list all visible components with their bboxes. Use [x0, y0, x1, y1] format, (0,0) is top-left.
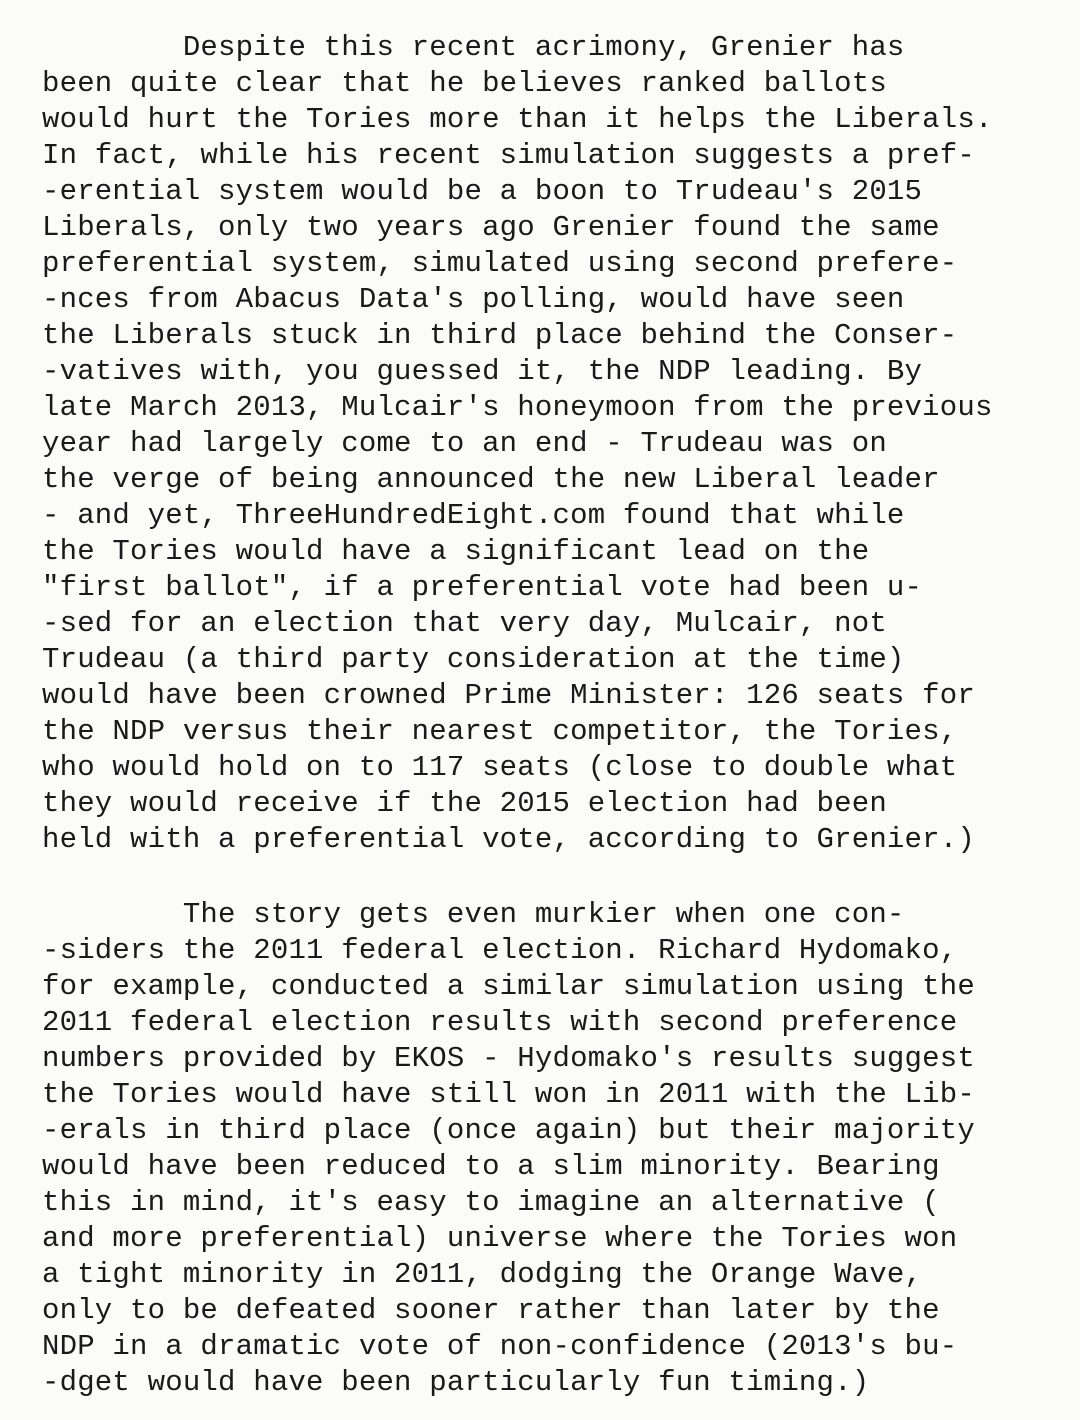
- text-line: -sed for an election that very day, Mulcair, not: [42, 607, 887, 640]
- text-line: - and yet, ThreeHundredEight.com found that while: [42, 499, 905, 532]
- text-line: would have been reduced to a slim minority. Bearing: [42, 1150, 940, 1183]
- text-line: the verge of being announced the new Liberal leader: [42, 463, 940, 496]
- text-line: the NDP versus their nearest competitor, the Tories,: [42, 715, 958, 748]
- text-line: who would hold on to 117 seats (close to double what: [42, 751, 958, 784]
- text-line: NDP in a dramatic vote of non-confidence (2013's bu-: [42, 1330, 958, 1363]
- text-line: they would receive if the 2015 election had been: [42, 787, 887, 820]
- text-line: the Tories would have a significant lead on the: [42, 535, 870, 568]
- text-line: year had largely come to an end - Trudeau was on: [42, 427, 887, 460]
- text-line: and more preferential) universe where the Tories won: [42, 1222, 958, 1255]
- text-line: -nces from Abacus Data's polling, would have seen: [42, 283, 905, 316]
- text-line: the Liberals stuck in third place behind the Conser-: [42, 319, 958, 352]
- text-line: late March 2013, Mulcair's honeymoon from the previous: [42, 391, 993, 424]
- text-line: The story gets even murkier when one con-: [42, 898, 905, 931]
- text-line: -erals in third place (once again) but their majority: [42, 1114, 975, 1147]
- text-line: In fact, while his recent simulation suggests a pref-: [42, 139, 975, 172]
- text-line: would have been crowned Prime Minister: 126 seats for: [42, 679, 975, 712]
- text-line: Trudeau (a third party consideration at the time): [42, 643, 905, 676]
- text-line: been quite clear that he believes ranked ballots: [42, 67, 887, 100]
- text-line: "first ballot", if a preferential vote had been u-: [42, 571, 923, 604]
- text-line: a tight minority in 2011, dodging the Orange Wave,: [42, 1258, 923, 1291]
- text-line: held with a preferential vote, according to Grenier.): [42, 823, 975, 856]
- text-line: Despite this recent acrimony, Grenier has: [42, 31, 905, 64]
- text-line: 2011 federal election results with second preference: [42, 1006, 958, 1039]
- text-line: only to be defeated sooner rather than later by the: [42, 1294, 940, 1327]
- text-line: would hurt the Tories more than it helps the Liberals.: [42, 103, 993, 136]
- text-line: Liberals, only two years ago Grenier found the same: [42, 211, 940, 244]
- text-line: for example, conducted a similar simulation using the: [42, 970, 975, 1003]
- paragraph-2: [42, 897, 1072, 1401]
- text-line: -siders the 2011 federal election. Richard Hydomako,: [42, 934, 958, 967]
- text-line: -dget would have been particularly fun timing.): [42, 1366, 870, 1399]
- text-line: -erential system would be a boon to Trudeau's 2015: [42, 175, 923, 208]
- text-line: the Tories would have still won in 2011 with the Lib-: [42, 1078, 975, 1111]
- text-line: numbers provided by EKOS - Hydomako's results suggest: [42, 1042, 975, 1075]
- text-line: preferential system, simulated using second prefere-: [42, 247, 958, 280]
- text-line: this in mind, it's easy to imagine an alternative (: [42, 1186, 940, 1219]
- text-line: -vatives with, you guessed it, the NDP leading. By: [42, 355, 923, 388]
- paragraph-1: [42, 30, 1072, 858]
